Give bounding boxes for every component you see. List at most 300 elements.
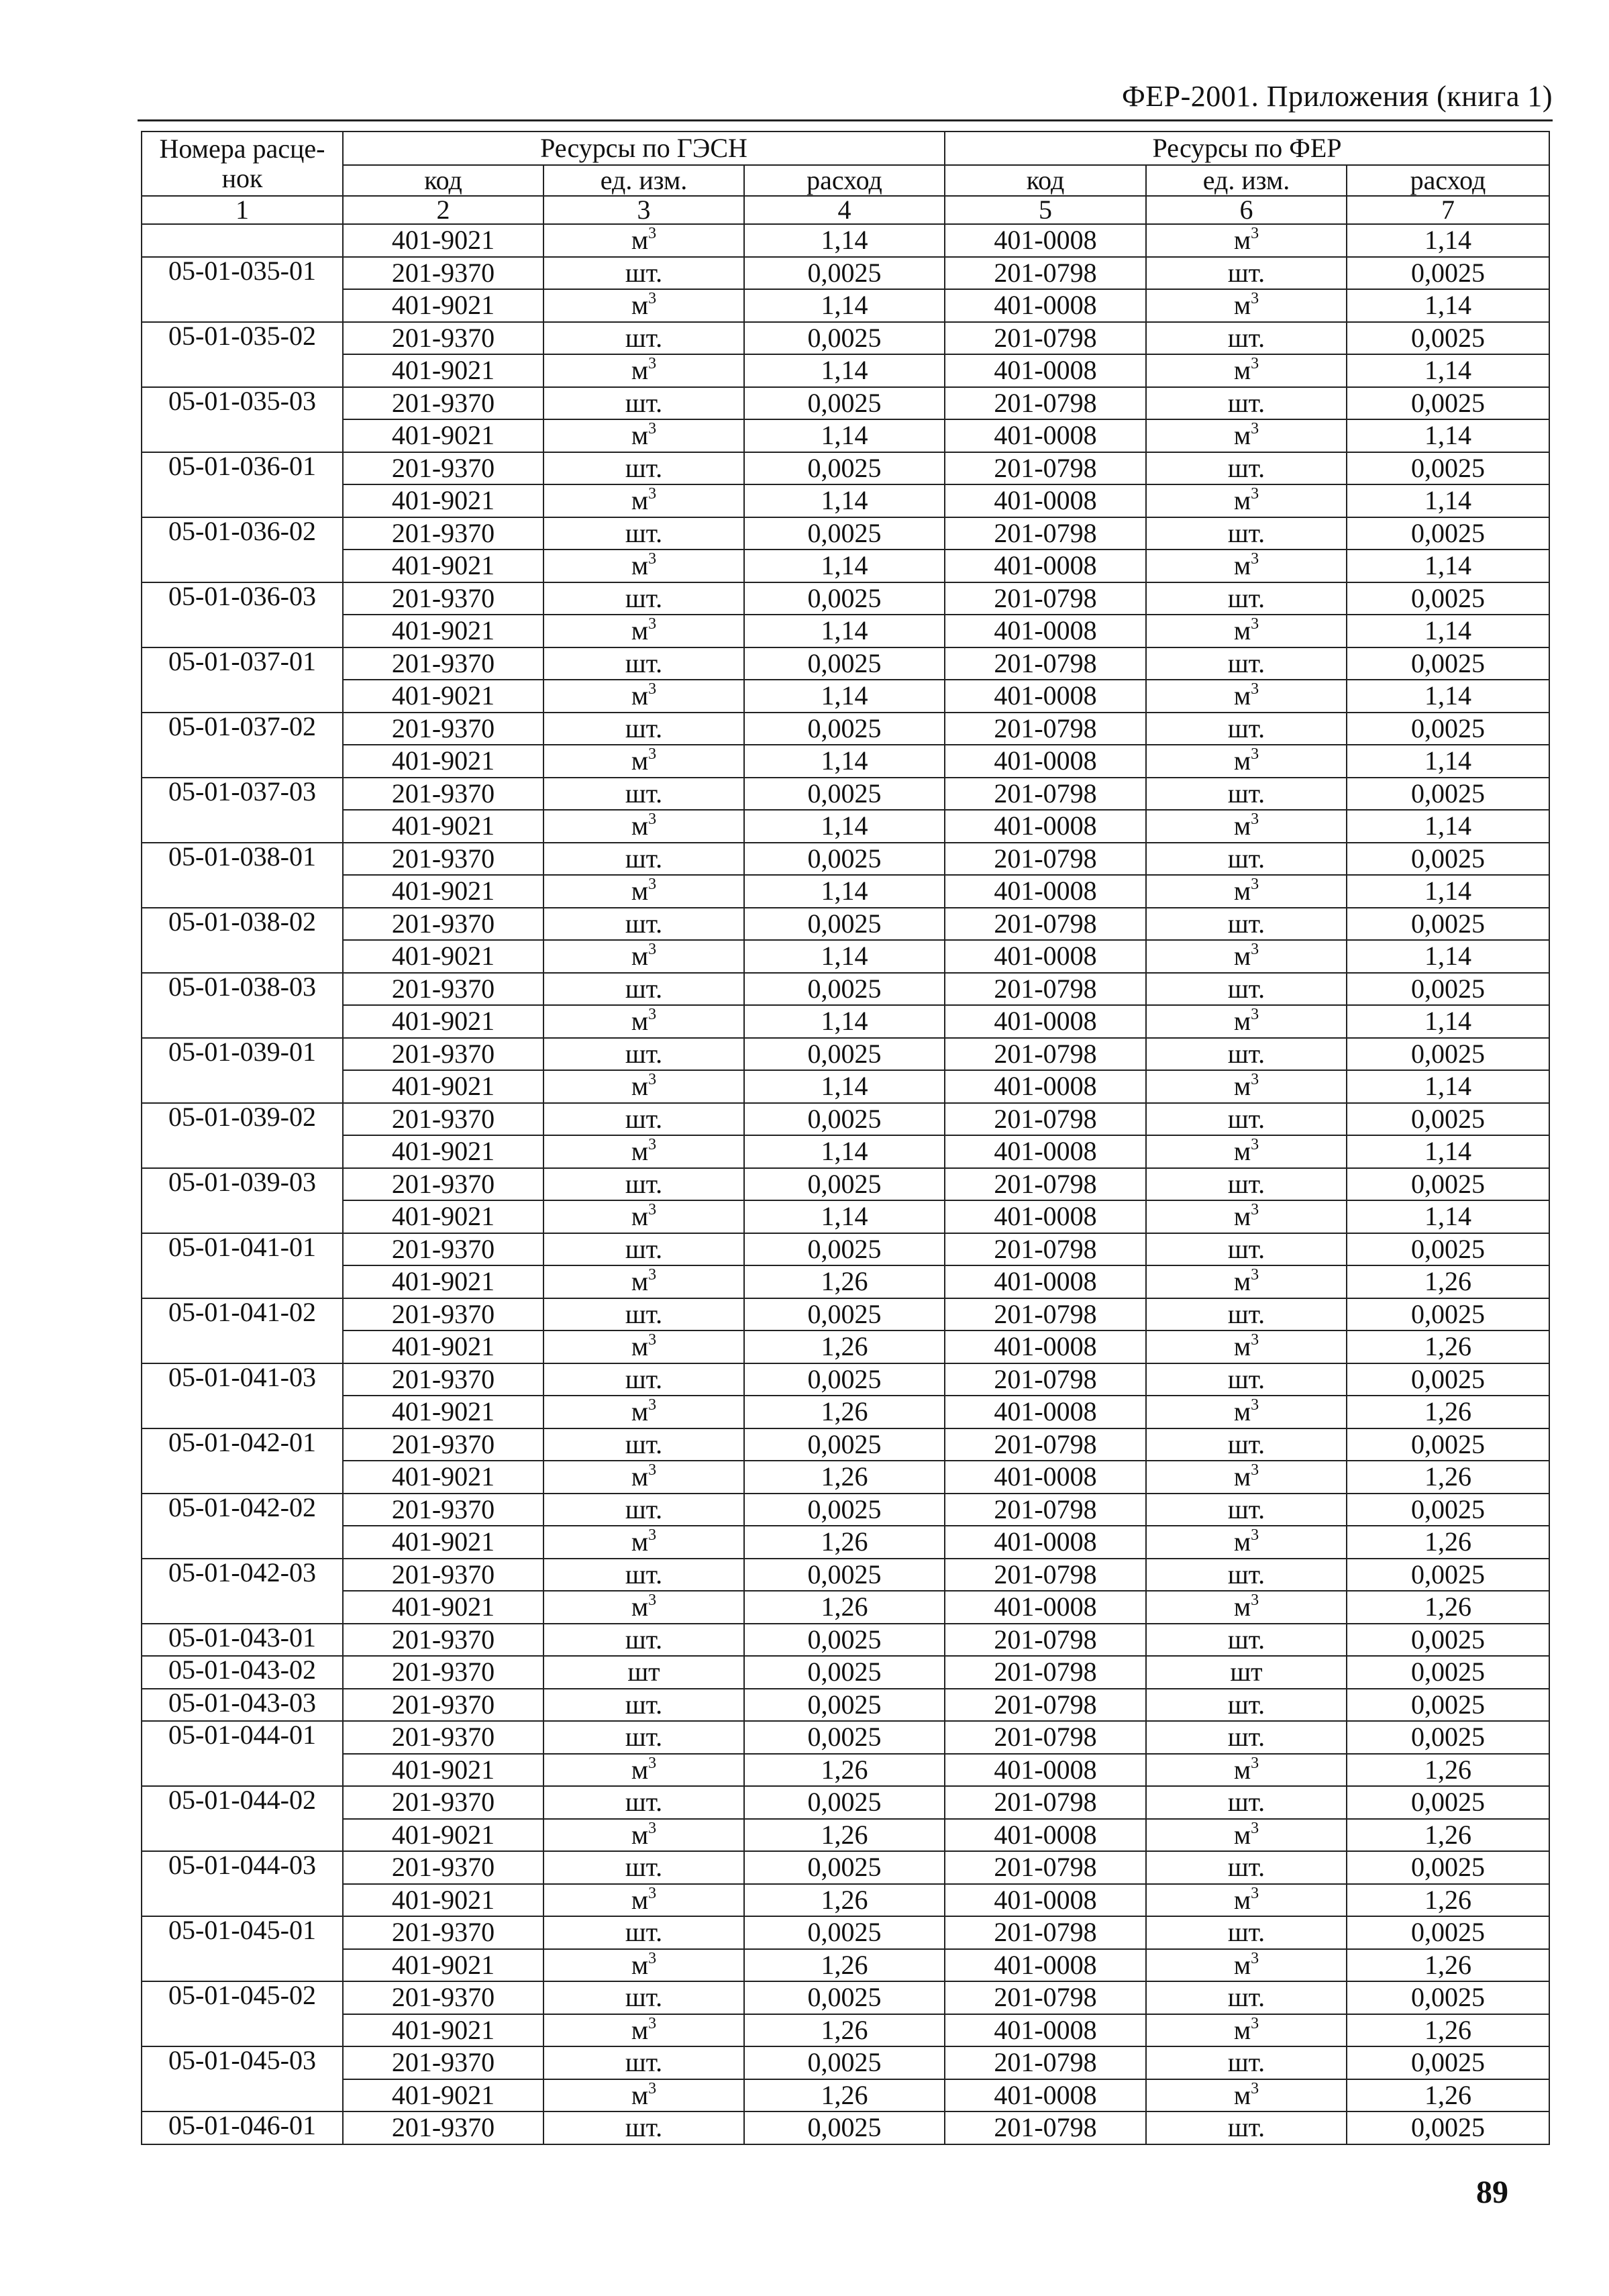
unit-m-text: м [1233, 1754, 1251, 1785]
fer-consumption-cell: 0,0025 [1347, 1494, 1549, 1526]
table-row [142, 289, 1549, 322]
gesn-unit-cell [543, 1949, 744, 1982]
gesn-code-cell: 401-9021 [343, 1070, 543, 1103]
unit-m-text: м [1233, 355, 1251, 386]
table-row [142, 1786, 1549, 1819]
fer-unit-cell [1146, 1591, 1347, 1624]
gesn-consumption-cell: 1,26 [744, 1526, 945, 1559]
unit-m-text: м [1233, 420, 1251, 451]
fer-code-cell: 401-0008 [945, 1754, 1146, 1787]
gesn-unit-cell [543, 1330, 744, 1363]
col-number-6: 6 [1146, 196, 1347, 224]
col-number-2: 2 [343, 196, 543, 224]
gesn-code-cell: 201-9370 [343, 1721, 543, 1754]
fer-consumption-cell: 1,14 [1347, 1070, 1549, 1103]
unit-m-text: м [631, 1071, 649, 1102]
gesn-code-cell: 201-9370 [343, 1038, 543, 1071]
fer-code-cell: 401-0008 [945, 1884, 1146, 1917]
gesn-consumption-cell: 1,14 [744, 875, 945, 908]
fer-unit-cell: шт. [1146, 2046, 1347, 2079]
unit-m-text: м [631, 1591, 649, 1622]
fer-unit-cell: шт. [1146, 1689, 1347, 1722]
gesn-unit-cell [543, 1526, 744, 1559]
gesn-unit-cell [543, 484, 744, 517]
unit-m-text: м [1233, 1884, 1251, 1915]
unit-cube-superscript: 3 [648, 1201, 657, 1219]
gesn-consumption-cell: 1,14 [744, 615, 945, 647]
gesn-code-cell: 201-9370 [343, 1233, 543, 1266]
gesn-unit-cell [543, 810, 744, 843]
gesn-code-cell: 401-9021 [343, 1884, 543, 1917]
fer-code-cell: 401-0008 [945, 289, 1146, 322]
rate-number-cell: 05-01-044-03 [142, 1851, 343, 1916]
gesn-consumption-cell: 1,14 [744, 550, 945, 582]
gesn-code-cell: 201-9370 [343, 387, 543, 420]
table-row [142, 2111, 1549, 2144]
fer-code-cell: 401-0008 [945, 1461, 1146, 1494]
fer-code-cell: 401-0008 [945, 680, 1146, 713]
fer-unit-cell: шт. [1146, 2111, 1347, 2144]
gesn-unit-cell [543, 2014, 744, 2047]
gesn-code-cell: 401-9021 [343, 354, 543, 387]
fer-consumption-cell: 0,0025 [1347, 1851, 1549, 1884]
table-row [142, 1949, 1549, 1982]
fer-code-cell: 201-0798 [945, 387, 1146, 420]
rate-number-cell: 05-01-036-03 [142, 582, 343, 647]
table-row [142, 1396, 1549, 1428]
subheader-fer-consumption: расход [1347, 165, 1549, 196]
fer-code-cell: 401-0008 [945, 354, 1146, 387]
gesn-unit-cell [543, 1591, 744, 1624]
gesn-unit-cell: шт. [543, 778, 744, 811]
table-row [142, 875, 1549, 908]
gesn-consumption-cell: 0,0025 [744, 908, 945, 941]
gesn-code-cell: 201-9370 [343, 1851, 543, 1884]
fer-code-cell: 201-0798 [945, 1168, 1146, 1201]
unit-cube-superscript: 3 [1251, 1136, 1259, 1154]
fer-consumption-cell: 1,14 [1347, 940, 1549, 973]
rate-number-cell: 05-01-039-03 [142, 1168, 343, 1233]
rate-number-cell: 05-01-039-02 [142, 1103, 343, 1168]
table-row [142, 1461, 1549, 1494]
rate-number-cell: 05-01-038-03 [142, 973, 343, 1038]
fer-unit-cell: шт. [1146, 1168, 1347, 1201]
fer-consumption-cell: 0,0025 [1347, 452, 1549, 485]
fer-code-cell: 201-0798 [945, 1233, 1146, 1266]
resources-table [141, 131, 1550, 2145]
table-row [142, 1005, 1549, 1038]
subheader-gesn-code: код [343, 165, 543, 196]
fer-unit-cell [1146, 1754, 1347, 1787]
unit-m-text: м [1233, 680, 1251, 711]
rate-number-cell: 05-01-041-01 [142, 1233, 343, 1298]
unit-cube-superscript: 3 [648, 1006, 657, 1024]
unit-m-text: м [1233, 485, 1251, 516]
gesn-consumption-cell: 0,0025 [744, 1233, 945, 1266]
gesn-consumption-cell: 1,26 [744, 2014, 945, 2047]
unit-m-text: м [1233, 1819, 1251, 1850]
rate-number-cell: 05-01-043-01 [142, 1624, 343, 1657]
gesn-unit-cell [543, 875, 744, 908]
gesn-code-cell: 401-9021 [343, 1461, 543, 1494]
gesn-code-cell: 401-9021 [343, 1949, 543, 1982]
fer-unit-cell [1146, 1265, 1347, 1298]
table-row [142, 484, 1549, 517]
fer-consumption-cell: 1,26 [1347, 1265, 1549, 1298]
fer-consumption-cell: 1,14 [1347, 1135, 1549, 1168]
fer-unit-cell: шт. [1146, 1851, 1347, 1884]
table-row [142, 1330, 1549, 1363]
gesn-code-cell: 201-9370 [343, 1298, 543, 1331]
unit-cube-superscript: 3 [1251, 745, 1259, 764]
unit-cube-superscript: 3 [1251, 1526, 1259, 1545]
fer-consumption-cell: 1,14 [1347, 484, 1549, 517]
fer-unit-cell [1146, 484, 1347, 517]
gesn-unit-cell: шт. [543, 1786, 744, 1819]
col-number-3: 3 [543, 196, 744, 224]
rate-number-cell: 05-01-045-02 [142, 1981, 343, 2046]
gesn-consumption-cell: 0,0025 [744, 647, 945, 680]
unit-m-text: м [631, 876, 649, 906]
fer-unit-cell: шт. [1146, 1786, 1347, 1819]
unit-cube-superscript: 3 [648, 876, 657, 894]
unit-cube-superscript: 3 [648, 2079, 657, 2097]
rate-number-cell: 05-01-044-01 [142, 1721, 343, 1786]
gesn-code-cell: 201-9370 [343, 1786, 543, 1819]
unit-cube-superscript: 3 [1251, 1201, 1259, 1219]
fer-code-cell: 401-0008 [945, 2079, 1146, 2112]
col-number-4: 4 [744, 196, 945, 224]
gesn-unit-cell [543, 1070, 744, 1103]
fer-consumption-cell: 1,14 [1347, 289, 1549, 322]
fer-code-cell: 401-0008 [945, 550, 1146, 582]
gesn-unit-cell [543, 680, 744, 713]
unit-cube-superscript: 3 [1251, 2014, 1259, 2032]
subheader-fer-code: код [945, 165, 1146, 196]
fer-code-cell: 401-0008 [945, 940, 1146, 973]
fer-code-cell: 401-0008 [945, 1070, 1146, 1103]
gesn-unit-cell [543, 1819, 744, 1852]
gesn-unit-cell [543, 1396, 744, 1428]
gesn-consumption-cell: 0,0025 [744, 1494, 945, 1526]
gesn-consumption-cell: 1,26 [744, 1396, 945, 1428]
rate-number-cell: 05-01-043-03 [142, 1689, 343, 1722]
fer-code-cell: 201-0798 [945, 1689, 1146, 1722]
table-row [142, 745, 1549, 778]
fer-unit-cell [1146, 1135, 1347, 1168]
rate-number-cell: 05-01-037-02 [142, 713, 343, 778]
fer-consumption-cell: 1,26 [1347, 1526, 1549, 1559]
unit-m-text: м [631, 1201, 649, 1232]
table-row [142, 517, 1549, 550]
gesn-consumption-cell: 0,0025 [744, 387, 945, 420]
gesn-consumption-cell: 0,0025 [744, 1428, 945, 1461]
rate-number-cell: 05-01-038-02 [142, 908, 343, 973]
fer-consumption-cell: 0,0025 [1347, 1428, 1549, 1461]
fer-consumption-cell: 0,0025 [1347, 713, 1549, 745]
fer-unit-cell: шт. [1146, 1103, 1347, 1136]
gesn-consumption-cell: 0,0025 [744, 1916, 945, 1949]
table-row [142, 1981, 1549, 2014]
fer-consumption-cell: 1,26 [1347, 1819, 1549, 1852]
gesn-code-cell: 201-9370 [343, 517, 543, 550]
unit-cube-superscript: 3 [1251, 355, 1259, 373]
unit-cube-superscript: 3 [1251, 1461, 1259, 1479]
gesn-consumption-cell: 0,0025 [744, 582, 945, 615]
unit-m-text: м [631, 941, 649, 972]
fer-code-cell: 201-0798 [945, 1038, 1146, 1071]
gesn-consumption-cell: 0,0025 [744, 1689, 945, 1722]
unit-m-text: м [631, 2014, 649, 2045]
fer-code-cell: 201-0798 [945, 1851, 1146, 1884]
fer-consumption-cell: 0,0025 [1347, 1168, 1549, 1201]
fer-code-cell: 401-0008 [945, 1396, 1146, 1428]
gesn-unit-cell [543, 615, 744, 647]
unit-cube-superscript: 3 [648, 1526, 657, 1545]
unit-cube-superscript: 3 [648, 290, 657, 308]
fer-unit-cell: шт. [1146, 322, 1347, 355]
fer-consumption-cell: 1,26 [1347, 1754, 1549, 1787]
unit-m-text: м [631, 550, 649, 581]
table-row [142, 1200, 1549, 1233]
unit-m-text: м [1233, 1331, 1251, 1362]
fer-code-cell: 401-0008 [945, 224, 1146, 257]
rate-number-cell: 05-01-046-01 [142, 2111, 343, 2144]
gesn-consumption-cell: 1,14 [744, 484, 945, 517]
gesn-consumption-cell: 0,0025 [744, 322, 945, 355]
unit-cube-superscript: 3 [1251, 2079, 1259, 2097]
fer-code-cell: 201-0798 [945, 778, 1146, 811]
fer-unit-cell: шт. [1146, 1559, 1347, 1591]
unit-m-text: м [631, 1754, 649, 1785]
rate-number-cell: 05-01-042-03 [142, 1559, 343, 1624]
table-row [142, 1298, 1549, 1331]
rate-number-cell: 05-01-038-01 [142, 843, 343, 908]
gesn-unit-cell: шт. [543, 2046, 744, 2079]
gesn-consumption-cell: 1,26 [744, 1330, 945, 1363]
col-header-rate-numbers [142, 132, 343, 196]
gesn-unit-cell: шт. [543, 1038, 744, 1071]
fer-consumption-cell: 0,0025 [1347, 647, 1549, 680]
unit-m-text: м [1233, 2014, 1251, 2045]
gesn-code-cell: 401-9021 [343, 810, 543, 843]
fer-consumption-cell: 0,0025 [1347, 1363, 1549, 1396]
gesn-consumption-cell: 0,0025 [744, 1656, 945, 1689]
table-row [142, 1070, 1549, 1103]
gesn-unit-cell: шт. [543, 973, 744, 1006]
gesn-consumption-cell: 1,26 [744, 1461, 945, 1494]
gesn-consumption-cell: 1,14 [744, 940, 945, 973]
rate-number-cell: 05-01-045-01 [142, 1916, 343, 1981]
group-header-gesn: Ресурсы по ГЭСН [343, 132, 945, 165]
fer-unit-cell: шт. [1146, 1494, 1347, 1526]
unit-cube-superscript: 3 [648, 1591, 657, 1610]
gesn-unit-cell: шт. [543, 1363, 744, 1396]
gesn-consumption-cell: 0,0025 [744, 452, 945, 485]
gesn-unit-cell [543, 1265, 744, 1298]
fer-code-cell: 201-0798 [945, 1624, 1146, 1657]
gesn-consumption-cell: 1,26 [744, 1754, 945, 1787]
fer-code-cell: 201-0798 [945, 2046, 1146, 2079]
unit-cube-superscript: 3 [648, 550, 657, 568]
table-row [142, 2079, 1549, 2112]
rate-number-cell: 05-01-037-03 [142, 778, 343, 843]
table-row [142, 419, 1549, 452]
unit-cube-superscript: 3 [648, 1331, 657, 1349]
fer-consumption-cell: 0,0025 [1347, 1981, 1549, 2014]
unit-cube-superscript: 3 [1251, 1006, 1259, 1024]
gesn-code-cell: 401-9021 [343, 484, 543, 517]
gesn-consumption-cell: 1,26 [744, 1591, 945, 1624]
gesn-unit-cell [543, 2079, 744, 2112]
gesn-code-cell: 401-9021 [343, 2079, 543, 2112]
gesn-unit-cell: шт. [543, 1981, 744, 2014]
fer-consumption-cell: 0,0025 [1347, 1656, 1549, 1689]
unit-m-text: м [631, 1884, 649, 1915]
fer-code-cell: 201-0798 [945, 647, 1146, 680]
fer-consumption-cell: 0,0025 [1347, 1689, 1549, 1722]
fer-unit-cell: шт. [1146, 908, 1347, 941]
gesn-code-cell: 201-9370 [343, 582, 543, 615]
gesn-consumption-cell: 0,0025 [744, 1851, 945, 1884]
gesn-consumption-cell: 0,0025 [744, 1786, 945, 1819]
fer-code-cell: 401-0008 [945, 2014, 1146, 2047]
table-row [142, 1233, 1549, 1266]
unit-m-text: м [1233, 941, 1251, 972]
fer-code-cell: 401-0008 [945, 1819, 1146, 1852]
gesn-unit-cell [543, 1005, 744, 1038]
gesn-code-cell: 401-9021 [343, 2014, 543, 2047]
unit-cube-superscript: 3 [1251, 876, 1259, 894]
gesn-code-cell: 201-9370 [343, 713, 543, 745]
fer-code-cell: 201-0798 [945, 1363, 1146, 1396]
fer-code-cell: 401-0008 [945, 745, 1146, 778]
unit-m-text: м [631, 811, 649, 841]
page-header-title: ФЕР-2001. Приложения (книга 1) [1122, 80, 1553, 113]
table-row [142, 1526, 1549, 1559]
gesn-consumption-cell: 0,0025 [744, 778, 945, 811]
fer-consumption-cell: 1,26 [1347, 1396, 1549, 1428]
gesn-unit-cell [543, 745, 744, 778]
table-row [142, 1591, 1549, 1624]
gesn-consumption-cell: 1,14 [744, 419, 945, 452]
fer-unit-cell: шт. [1146, 647, 1347, 680]
gesn-code-cell: 401-9021 [343, 1754, 543, 1787]
gesn-consumption-cell: 1,14 [744, 1135, 945, 1168]
unit-m-text: м [1233, 876, 1251, 906]
fer-unit-cell [1146, 680, 1347, 713]
gesn-consumption-cell: 1,14 [744, 745, 945, 778]
fer-unit-cell: шт. [1146, 1038, 1347, 1071]
table-row [142, 387, 1549, 420]
fer-code-cell: 401-0008 [945, 1265, 1146, 1298]
fer-code-cell: 201-0798 [945, 1494, 1146, 1526]
unit-cube-superscript: 3 [648, 1136, 657, 1154]
table-row [142, 1559, 1549, 1591]
unit-m-text: м [1233, 290, 1251, 321]
gesn-unit-cell [543, 419, 744, 452]
gesn-consumption-cell: 0,0025 [744, 1624, 945, 1657]
gesn-code-cell: 401-9021 [343, 224, 543, 257]
unit-m-text: м [631, 1461, 649, 1492]
gesn-unit-cell: шт. [543, 1721, 744, 1754]
rate-number-cell: 05-01-036-01 [142, 452, 343, 517]
fer-unit-cell [1146, 550, 1347, 582]
gesn-code-cell: 201-9370 [343, 1363, 543, 1396]
unit-m-text: м [1233, 1591, 1251, 1622]
unit-cube-superscript: 3 [648, 745, 657, 764]
fer-code-cell: 201-0798 [945, 1786, 1146, 1819]
table-row [142, 680, 1549, 713]
fer-consumption-cell: 0,0025 [1347, 1786, 1549, 1819]
gesn-code-cell: 401-9021 [343, 289, 543, 322]
unit-m-text: м [1233, 615, 1251, 646]
fer-consumption-cell: 0,0025 [1347, 1721, 1549, 1754]
unit-cube-superscript: 3 [1251, 615, 1259, 633]
fer-consumption-cell: 1,14 [1347, 1200, 1549, 1233]
gesn-unit-cell: шт. [543, 1233, 744, 1266]
fer-unit-cell [1146, 2079, 1347, 2112]
gesn-consumption-cell: 1,14 [744, 1200, 945, 1233]
table-row [142, 1721, 1549, 1754]
fer-consumption-cell: 1,26 [1347, 1949, 1549, 1982]
rate-number-cell: 05-01-042-01 [142, 1428, 343, 1494]
rate-number-cell: 05-01-035-03 [142, 387, 343, 452]
gesn-code-cell: 201-9370 [343, 1624, 543, 1657]
gesn-consumption-cell: 1,26 [744, 1884, 945, 1917]
gesn-unit-cell [543, 1200, 744, 1233]
gesn-code-cell: 401-9021 [343, 1819, 543, 1852]
gesn-code-cell: 401-9021 [343, 1396, 543, 1428]
unit-m-text: м [631, 1266, 649, 1297]
gesn-consumption-cell: 0,0025 [744, 1559, 945, 1591]
fer-code-cell: 401-0008 [945, 1591, 1146, 1624]
fer-consumption-cell: 0,0025 [1347, 1103, 1549, 1136]
table-row [142, 550, 1549, 582]
gesn-code-cell: 201-9370 [343, 2111, 543, 2144]
gesn-unit-cell: шт. [543, 1559, 744, 1591]
fer-consumption-cell: 1,14 [1347, 680, 1549, 713]
gesn-unit-cell [543, 1884, 744, 1917]
gesn-consumption-cell: 0,0025 [744, 1721, 945, 1754]
fer-code-cell: 401-0008 [945, 1330, 1146, 1363]
unit-cube-superscript: 3 [648, 420, 657, 438]
gesn-code-cell: 201-9370 [343, 1916, 543, 1949]
gesn-code-cell: 201-9370 [343, 778, 543, 811]
fer-unit-cell: шт. [1146, 973, 1347, 1006]
gesn-code-cell: 401-9021 [343, 1200, 543, 1233]
gesn-unit-cell: шт. [543, 387, 744, 420]
gesn-unit-cell: шт. [543, 647, 744, 680]
fer-unit-cell [1146, 1949, 1347, 1982]
subheader-fer-unit: ед. изм. [1146, 165, 1347, 196]
table-row [142, 1656, 1549, 1689]
gesn-code-cell: 201-9370 [343, 322, 543, 355]
unit-cube-superscript: 3 [648, 1071, 657, 1089]
fer-unit-cell [1146, 940, 1347, 973]
gesn-unit-cell: шт. [543, 713, 744, 745]
fer-code-cell: 401-0008 [945, 1526, 1146, 1559]
fer-consumption-cell: 0,0025 [1347, 582, 1549, 615]
fer-code-cell: 201-0798 [945, 713, 1146, 745]
gesn-unit-cell [543, 550, 744, 582]
gesn-consumption-cell: 1,14 [744, 289, 945, 322]
fer-consumption-cell: 1,26 [1347, 1330, 1549, 1363]
page-number: 89 [1476, 2175, 1508, 2210]
gesn-unit-cell: шт. [543, 1428, 744, 1461]
table-row [142, 647, 1549, 680]
unit-m-text: м [631, 225, 649, 256]
